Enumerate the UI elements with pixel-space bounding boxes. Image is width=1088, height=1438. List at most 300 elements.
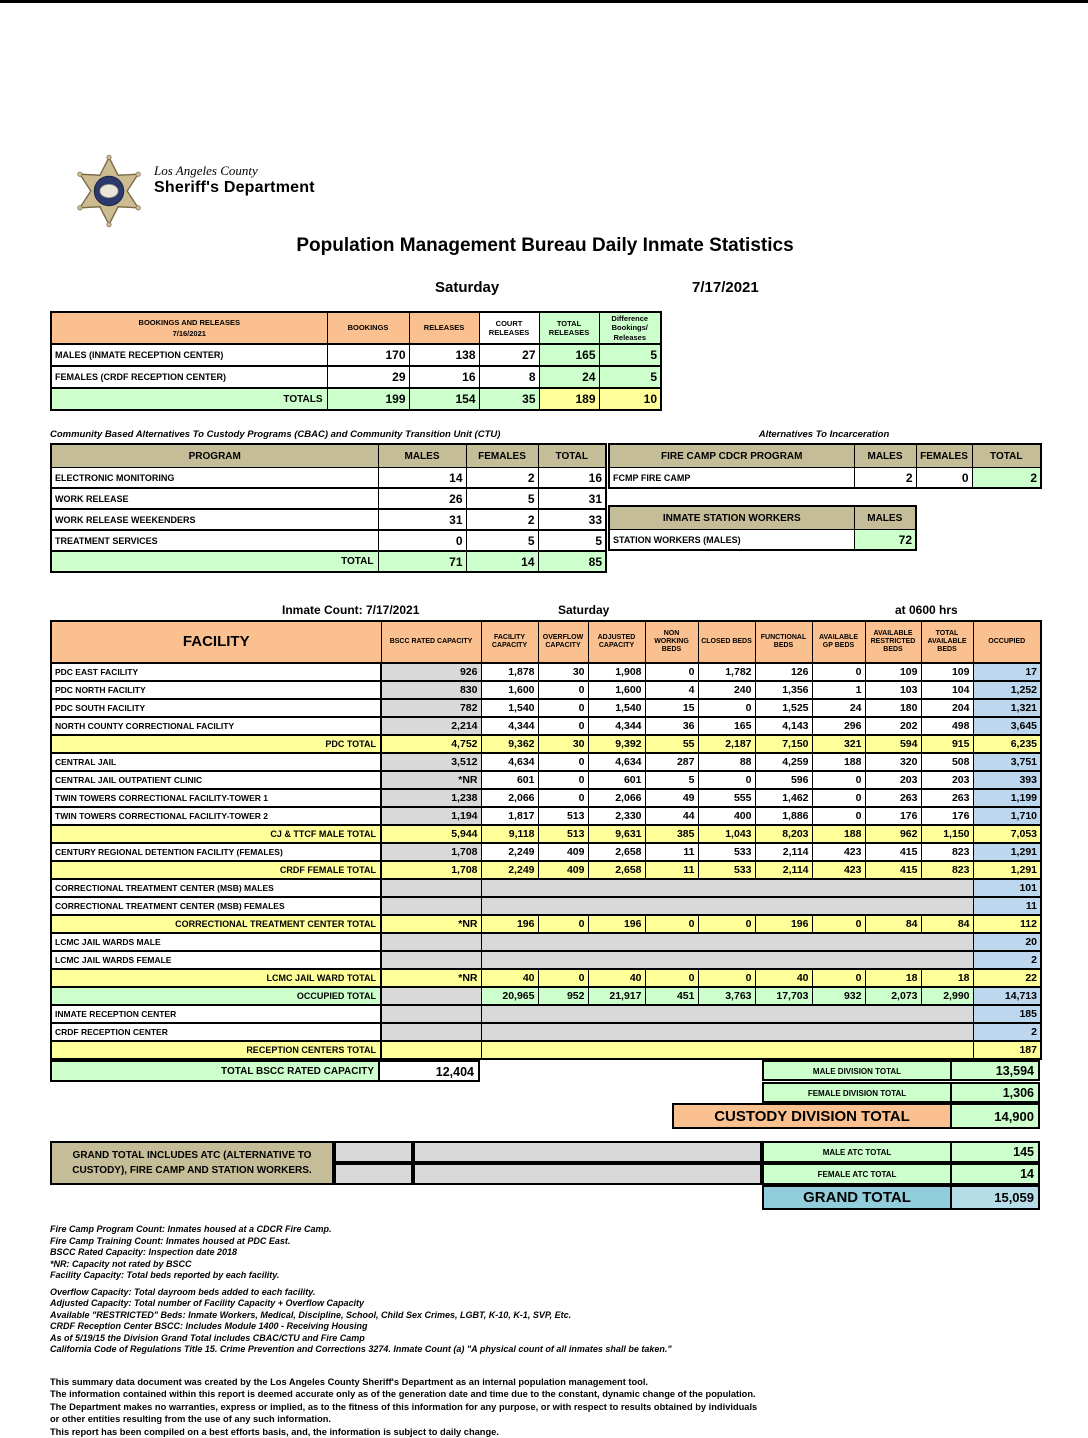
- program-value: 2: [466, 509, 538, 530]
- program-value: 31: [538, 488, 606, 509]
- program-value: 16: [538, 468, 606, 489]
- inmate-count-time: at 0600 hrs: [895, 603, 958, 618]
- program-value: 2: [466, 468, 538, 489]
- totals-difference: 10: [599, 388, 661, 410]
- value-cell: 2,658: [588, 843, 645, 861]
- value-cell: 596: [755, 771, 812, 789]
- footnote-line: Adjusted Capacity: Total number of Facility Capacity + Overflow Capacity: [50, 1298, 364, 1309]
- merged-band-cell: [481, 1023, 973, 1041]
- program-value: 5: [538, 530, 606, 551]
- custody-division-total-label: CUSTODY DIVISION TOTAL: [672, 1103, 952, 1129]
- col-header-station-workers: INMATE STATION WORKERS: [609, 506, 854, 530]
- fire-camp-header-row: [609, 444, 1041, 468]
- value-cell: 513: [538, 825, 588, 843]
- value-cell: 9,392: [588, 735, 645, 753]
- cbac-row: [51, 468, 606, 489]
- footnote-line: Fire Camp Program Count: Inmates housed at a CDCR Fire Camp.: [50, 1224, 332, 1235]
- value-cell: 0: [538, 789, 588, 807]
- station-workers-header-row: [609, 506, 916, 530]
- value-cell: 204: [921, 699, 973, 717]
- value-cell: 409: [538, 861, 588, 879]
- value-cell: 9,118: [481, 825, 538, 843]
- value-cell: 0: [698, 969, 755, 987]
- value-cell: 126: [755, 663, 812, 681]
- col-header-females: FEMALES: [466, 444, 538, 468]
- total-bscc-capacity-label: TOTAL BSCC RATED CAPACITY: [50, 1060, 380, 1082]
- value-cell: 8,203: [755, 825, 812, 843]
- facility-row: [51, 753, 1041, 771]
- footnote-line: BSCC Rated Capacity: Inspection date 2018: [50, 1247, 238, 1258]
- cbac-section: [50, 429, 607, 573]
- value-cell: 18: [865, 969, 921, 987]
- bscc-cell: 1,708: [381, 843, 481, 861]
- ati-section-title: Alternatives To Incarceration: [758, 429, 890, 441]
- cbac-total-row: [51, 551, 606, 572]
- facility-label: PDC NORTH FACILITY: [51, 681, 381, 699]
- male-division-total-value: 13,594: [952, 1060, 1040, 1081]
- value-cell: 415: [865, 843, 921, 861]
- bscc-cell: [381, 1023, 481, 1041]
- value-cell: 0: [812, 663, 865, 681]
- facility-row: [51, 1005, 1041, 1023]
- page-title: Population Management Bureau Daily Inmate Statistics: [296, 235, 794, 256]
- fire-camp-label: FCMP FIRE CAMP: [609, 468, 854, 489]
- value-cell: 202: [865, 717, 921, 735]
- value-cell: 196: [481, 915, 538, 933]
- footnote-line: Overflow Capacity: Total dayroom beds added to each facility.: [50, 1286, 316, 1297]
- merged-band-cell: [481, 933, 973, 951]
- value-cell: 0: [698, 699, 755, 717]
- station-workers-label: STATION WORKERS (MALES): [609, 530, 854, 551]
- ati-section: [608, 429, 1040, 573]
- value-cell: 296: [812, 717, 865, 735]
- grand-total-note: [50, 1141, 334, 1185]
- value-cell: 49: [645, 789, 698, 807]
- bscc-cell: 3,512: [381, 753, 481, 771]
- value-cell: 0: [538, 771, 588, 789]
- totals-bookings: 199: [327, 388, 409, 410]
- col-header-difference: Difference Bookings/ Releases: [599, 312, 661, 344]
- facility-label: NORTH COUNTY CORRECTIONAL FACILITY: [51, 717, 381, 735]
- occupied-cell: 3,751: [973, 753, 1041, 771]
- value-cell: 4,259: [755, 753, 812, 771]
- gray-band: [413, 1163, 762, 1185]
- bscc-cell: [381, 879, 481, 897]
- col-header-program: PROGRAM: [51, 444, 378, 468]
- occupied-cell: 101: [973, 879, 1041, 897]
- female-atc-total-label: FEMALE ATC TOTAL: [762, 1163, 952, 1185]
- bscc-cell: [381, 1041, 481, 1059]
- value-cell: 0: [538, 753, 588, 771]
- occupied-cell: 17: [973, 663, 1041, 681]
- program-value: 5: [466, 488, 538, 509]
- cbac-total-label: TOTAL: [51, 551, 378, 572]
- fire-camp-males: 2: [854, 468, 916, 489]
- value-cell: 409: [538, 843, 588, 861]
- value-cell: 321: [812, 735, 865, 753]
- col-header-facility: FACILITY: [51, 621, 381, 663]
- disclaimer-line: The Department makes no warranties, express or implied, as to the fitness of this information for any purpose, or with respect to results obtained by individuals: [50, 1401, 758, 1412]
- row-label: MALES (INMATE RECEPTION CENTER): [51, 344, 327, 366]
- value-cell: 533: [698, 861, 755, 879]
- occupied-cell: 14,713: [973, 987, 1041, 1005]
- bscc-cell: [381, 1005, 481, 1023]
- grand-total-value: 15,059: [952, 1185, 1040, 1210]
- value-cell: 109: [865, 663, 921, 681]
- occupied-cell: 7,053: [973, 825, 1041, 843]
- value-cell: 508: [921, 753, 973, 771]
- value-cell: 0: [645, 915, 698, 933]
- col-header-overflow-capacity: OVERFLOW CAPACITY: [538, 621, 588, 663]
- footnotes-group-2: [50, 1287, 1040, 1356]
- value-cell: 0: [645, 969, 698, 987]
- value-cell: 88: [698, 753, 755, 771]
- value-cell: 40: [755, 969, 812, 987]
- sheriff-star-icon: [74, 149, 144, 233]
- value-cell: 109: [921, 663, 973, 681]
- facility-row: [51, 843, 1041, 861]
- disclaimer-line: The information contained within this report is deemed accurate only as of the generation date and time due to the constant, dynamic change of the population.: [50, 1389, 756, 1400]
- program-value: 14: [378, 468, 466, 489]
- gray-cell: [334, 1163, 413, 1185]
- value-cell: 823: [921, 843, 973, 861]
- value-cell: 0: [812, 789, 865, 807]
- facility-row: [51, 825, 1041, 843]
- value-cell: 55: [645, 735, 698, 753]
- facility-label: CENTRAL JAIL: [51, 753, 381, 771]
- footnote-line: Available "RESTRICTED" Beds: Inmate Workers, Medical, Discipline, School, Child Sex Crimes, LGBT, K-10, K-1, SVP, Etc.: [50, 1309, 572, 1320]
- col-header-males: MALES: [854, 506, 916, 530]
- bookings-header-row: [51, 312, 661, 344]
- value-cell: 2,990: [921, 987, 973, 1005]
- bscc-cell: 782: [381, 699, 481, 717]
- spacer: [480, 1060, 762, 1082]
- facility-row: [51, 897, 1041, 915]
- value-cell: 1,540: [588, 699, 645, 717]
- program-label: TREATMENT SERVICES: [51, 530, 378, 551]
- value-cell: 11: [645, 861, 698, 879]
- value-cell: 1,782: [698, 663, 755, 681]
- bscc-cell: [381, 987, 481, 1005]
- value-cell: 1,600: [588, 681, 645, 699]
- value-cell: 1,886: [755, 807, 812, 825]
- value-cell: 11: [645, 843, 698, 861]
- value-cell: 1,356: [755, 681, 812, 699]
- col-header-occupied: OCCUPIED: [973, 621, 1041, 663]
- program-value: 26: [378, 488, 466, 509]
- value-cell: 44: [645, 807, 698, 825]
- value-cell: 4,344: [481, 717, 538, 735]
- bscc-cell: [381, 897, 481, 915]
- col-header-bscc-rated-capacity: BSCC RATED CAPACITY: [381, 621, 481, 663]
- bookings-totals-row: [51, 388, 661, 410]
- value-cell: 30: [538, 663, 588, 681]
- bookings-row-females: [51, 366, 661, 388]
- value-cell: 7,150: [755, 735, 812, 753]
- cbac-total-total: 85: [538, 551, 606, 572]
- value-cell: 165: [698, 717, 755, 735]
- value-cell: 84: [865, 915, 921, 933]
- report-date: 7/17/2021: [692, 279, 759, 296]
- value-cell: 0: [538, 717, 588, 735]
- occupied-cell: 6,235: [973, 735, 1041, 753]
- facility-label: PDC SOUTH FACILITY: [51, 699, 381, 717]
- value-cell: 1,525: [755, 699, 812, 717]
- male-atc-total-label: MALE ATC TOTAL: [762, 1141, 952, 1163]
- bscc-cell: [381, 933, 481, 951]
- facility-row: [51, 807, 1041, 825]
- facility-row: [51, 735, 1041, 753]
- value-cell: 533: [698, 843, 755, 861]
- totals-releases: 154: [409, 388, 479, 410]
- bookings-row-males: [51, 344, 661, 366]
- agency-line1: Los Angeles County: [154, 163, 258, 178]
- value-cell: 1,817: [481, 807, 538, 825]
- occupied-cell: 1,321: [973, 699, 1041, 717]
- value-cell: 203: [921, 771, 973, 789]
- program-value: 0: [378, 530, 466, 551]
- female-division-row: [50, 1082, 1040, 1103]
- occupied-cell: 20: [973, 933, 1041, 951]
- value-cell: 188: [812, 825, 865, 843]
- female-division-total-label: FEMALE DIVISION TOTAL: [762, 1082, 952, 1103]
- grand-total-label: GRAND TOTAL: [762, 1185, 952, 1210]
- value-cell: 1,600: [481, 681, 538, 699]
- value-cell: 2,249: [481, 861, 538, 879]
- page-top-rule: [0, 0, 1088, 3]
- program-label: WORK RELEASE: [51, 488, 378, 509]
- value-cell: 84: [921, 915, 973, 933]
- station-workers-value: 72: [854, 530, 916, 551]
- value-cell: 0: [698, 771, 755, 789]
- facility-label: OCCUPIED TOTAL: [51, 987, 381, 1005]
- value-cell: 287: [645, 753, 698, 771]
- fire-camp-table: [608, 443, 1042, 489]
- totals-label: TOTALS: [51, 388, 327, 410]
- col-header-available-restricted-beds: AVAILABLE RESTRICTED BEDS: [865, 621, 921, 663]
- releases-value: 138: [409, 344, 479, 366]
- inmate-count-day: Saturday: [558, 603, 610, 618]
- facility-label: CRDF RECEPTION CENTER: [51, 1023, 381, 1041]
- facility-label: CORRECTIONAL TREATMENT CENTER TOTAL: [51, 915, 381, 933]
- col-header-functional-beds: FUNCTIONAL BEDS: [755, 621, 812, 663]
- bscc-cell: *NR: [381, 771, 481, 789]
- footnote-line: *NR: Capacity not rated by BSCC: [50, 1258, 192, 1269]
- bscc-cell: 1,238: [381, 789, 481, 807]
- value-cell: 0: [538, 681, 588, 699]
- bookings-releases-table: [50, 311, 662, 411]
- value-cell: 2,187: [698, 735, 755, 753]
- facility-row: [51, 663, 1041, 681]
- facility-row: [51, 1023, 1041, 1041]
- facility-label: TWIN TOWERS CORRECTIONAL FACILITY-TOWER 2: [51, 807, 381, 825]
- facility-label: TWIN TOWERS CORRECTIONAL FACILITY-TOWER 1: [51, 789, 381, 807]
- facility-label: CENTURY REGIONAL DETENTION FACILITY (FEMALES): [51, 843, 381, 861]
- value-cell: 1,878: [481, 663, 538, 681]
- merged-band-cell: [481, 879, 973, 897]
- facility-row: [51, 1041, 1041, 1059]
- footnote-line: CRDF Reception Center BSCC: Includes Module 1400 - Receiving Housing: [50, 1321, 368, 1332]
- fire-camp-total: 2: [972, 468, 1041, 489]
- facility-label: CJ & TTCF MALE TOTAL: [51, 825, 381, 843]
- col-header-total: TOTAL: [972, 444, 1041, 468]
- disclaimer-line: This report has been compiled on a best efforts basis, and, the information is subject to daily change.: [50, 1426, 499, 1437]
- total-bscc-capacity-value: 12,404: [380, 1060, 480, 1082]
- court-releases-value: 8: [479, 366, 539, 388]
- occupied-cell: 2: [973, 1023, 1041, 1041]
- facility-table-body: [51, 663, 1041, 1059]
- value-cell: 2,249: [481, 843, 538, 861]
- facility-label: PDC TOTAL: [51, 735, 381, 753]
- bscc-cell: 830: [381, 681, 481, 699]
- col-header-court-releases: COURT RELEASES: [479, 312, 539, 344]
- custody-division-row: [50, 1103, 1040, 1129]
- facility-row: [51, 969, 1041, 987]
- value-cell: 0: [812, 771, 865, 789]
- header-logo-block: [74, 149, 1040, 233]
- difference-value: 5: [599, 366, 661, 388]
- fire-camp-females: 0: [916, 468, 972, 489]
- bscc-cell: 1,194: [381, 807, 481, 825]
- bookings-value: 29: [327, 366, 409, 388]
- value-cell: 601: [588, 771, 645, 789]
- totals-total-releases: 189: [539, 388, 599, 410]
- value-cell: 4,634: [588, 753, 645, 771]
- cbac-table: [50, 443, 607, 573]
- grand-total-block: [50, 1141, 1040, 1210]
- program-value: 33: [538, 509, 606, 530]
- total-releases-value: 165: [539, 344, 599, 366]
- merged-band-cell: [481, 951, 973, 969]
- value-cell: 498: [921, 717, 973, 735]
- facility-row: [51, 771, 1041, 789]
- facility-label: CRDF FEMALE TOTAL: [51, 861, 381, 879]
- male-division-total-label: MALE DIVISION TOTAL: [762, 1060, 952, 1081]
- occupied-cell: 1,252: [973, 681, 1041, 699]
- bookings-title-line1: BOOKINGS AND RELEASES: [138, 317, 240, 327]
- value-cell: 823: [921, 861, 973, 879]
- bscc-cell: 926: [381, 663, 481, 681]
- occupied-cell: 3,645: [973, 717, 1041, 735]
- value-cell: 176: [865, 807, 921, 825]
- facility-row: [51, 861, 1041, 879]
- bookings-value: 170: [327, 344, 409, 366]
- facility-row: [51, 681, 1041, 699]
- bscc-cell: *NR: [381, 969, 481, 987]
- custody-division-total-value: 14,900: [952, 1103, 1040, 1129]
- value-cell: 3,763: [698, 987, 755, 1005]
- value-cell: 180: [865, 699, 921, 717]
- total-releases-value: 24: [539, 366, 599, 388]
- merged-band-cell: [481, 1005, 973, 1023]
- occupied-cell: 2: [973, 951, 1041, 969]
- bookings-table-title: [51, 312, 327, 344]
- value-cell: 176: [921, 807, 973, 825]
- female-atc-total-value: 14: [952, 1163, 1040, 1185]
- facility-label: CORRECTIONAL TREATMENT CENTER (MSB) MALES: [51, 879, 381, 897]
- value-cell: 0: [538, 969, 588, 987]
- value-cell: 4: [645, 681, 698, 699]
- value-cell: 601: [481, 771, 538, 789]
- value-cell: 9,631: [588, 825, 645, 843]
- station-workers-row: [609, 530, 916, 551]
- cbac-row: [51, 509, 606, 530]
- value-cell: 0: [698, 915, 755, 933]
- value-cell: 915: [921, 735, 973, 753]
- facility-label: LCMC JAIL WARDS MALE: [51, 933, 381, 951]
- value-cell: 203: [865, 771, 921, 789]
- value-cell: 555: [698, 789, 755, 807]
- value-cell: 263: [865, 789, 921, 807]
- value-cell: 4,143: [755, 717, 812, 735]
- value-cell: 21,917: [588, 987, 645, 1005]
- occupied-cell: 1,291: [973, 861, 1041, 879]
- program-value: 5: [466, 530, 538, 551]
- occupied-cell: 1,710: [973, 807, 1041, 825]
- value-cell: 30: [538, 735, 588, 753]
- occupied-cell: 22: [973, 969, 1041, 987]
- totals-court-releases: 35: [479, 388, 539, 410]
- value-cell: 36: [645, 717, 698, 735]
- row-label: FEMALES (CRDF RECEPTION CENTER): [51, 366, 327, 388]
- cbac-header-row: [51, 444, 606, 468]
- value-cell: 263: [921, 789, 973, 807]
- value-cell: 2,330: [588, 807, 645, 825]
- footnotes-group-1: [50, 1224, 1040, 1282]
- col-header-fire-camp: FIRE CAMP CDCR PROGRAM: [609, 444, 854, 468]
- agency-line2: Sheriff's Department: [154, 179, 315, 196]
- value-cell: 20,965: [481, 987, 538, 1005]
- value-cell: 104: [921, 681, 973, 699]
- bscc-total-row: [50, 1060, 1040, 1082]
- value-cell: 423: [812, 843, 865, 861]
- value-cell: 4,634: [481, 753, 538, 771]
- value-cell: 15: [645, 699, 698, 717]
- bscc-cell: 5,944: [381, 825, 481, 843]
- inmate-count-date: Inmate Count: 7/17/2021: [282, 603, 420, 618]
- merged-band-cell: [481, 1041, 973, 1059]
- disclaimer: [50, 1376, 1040, 1438]
- report-day: Saturday: [435, 279, 500, 296]
- bscc-cell: *NR: [381, 915, 481, 933]
- agency-name: [154, 163, 315, 197]
- col-header-total: TOTAL: [538, 444, 606, 468]
- value-cell: 17,703: [755, 987, 812, 1005]
- col-header-facility-capacity: FACILITY CAPACITY: [481, 621, 538, 663]
- value-cell: 0: [538, 699, 588, 717]
- value-cell: 1,043: [698, 825, 755, 843]
- col-header-releases: RELEASES: [409, 312, 479, 344]
- court-releases-value: 27: [479, 344, 539, 366]
- col-header-females: FEMALES: [916, 444, 972, 468]
- footnotes: [50, 1224, 1040, 1356]
- occupied-cell: 185: [973, 1005, 1041, 1023]
- value-cell: 1,150: [921, 825, 973, 843]
- value-cell: 451: [645, 987, 698, 1005]
- col-header-bookings: BOOKINGS: [327, 312, 409, 344]
- col-header-males: MALES: [378, 444, 466, 468]
- value-cell: 103: [865, 681, 921, 699]
- value-cell: 415: [865, 861, 921, 879]
- value-cell: 952: [538, 987, 588, 1005]
- footnote-line: California Code of Regulations Title 15. Crime Prevention and Corrections 3274. Inmate Count (a) "A physical count of all inmates shall be taken.": [50, 1344, 672, 1355]
- bookings-title-line2: 7/16/2021: [172, 329, 206, 339]
- cbac-section-title: Community Based Alternatives To Custody Programs (CBAC) and Community Transition Unit (CTU): [50, 429, 501, 441]
- value-cell: 196: [588, 915, 645, 933]
- value-cell: 513: [538, 807, 588, 825]
- bscc-cell: 1,708: [381, 861, 481, 879]
- footnote-line: Fire Camp Training Count: Inmates housed at PDC East.: [50, 1235, 291, 1246]
